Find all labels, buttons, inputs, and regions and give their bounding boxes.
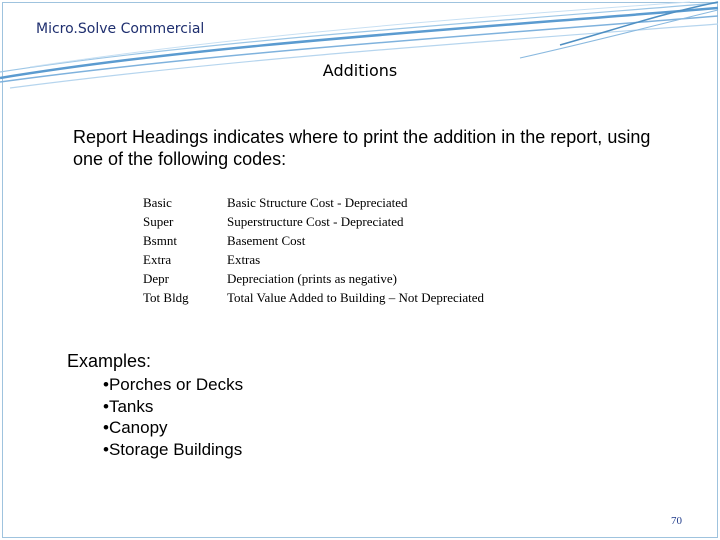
slide-title-text: Additions [322, 61, 398, 80]
example-item: •Canopy [103, 418, 168, 437]
code-row [143, 212, 484, 231]
brand-label: Micro.Solve Commercial [36, 21, 205, 37]
intro-paragraph: Report Headings indicates where to print the addition in the report, using one of the following codes: [73, 127, 651, 169]
example-item: •Storage Buildings [103, 439, 243, 459]
code-row [143, 269, 484, 288]
example-item: •Tanks [103, 396, 154, 416]
code-key: Bsmnt [143, 233, 177, 248]
code-row [143, 288, 484, 307]
code-key: Extra [143, 252, 172, 267]
examples-label: Examples: [67, 351, 152, 371]
swoosh-line [520, 10, 718, 58]
code-description: Depreciation (prints as negative) [227, 271, 398, 286]
code-description: Basic Structure Cost - Depreciated [227, 195, 408, 210]
code-description: Total Value Added to Building – Not Depreciated [227, 290, 484, 305]
code-key: Super [143, 214, 174, 229]
code-description: Basement Cost [227, 233, 306, 248]
code-key: Depr [143, 271, 169, 286]
slide-title [0, 61, 720, 80]
code-row [143, 250, 484, 269]
code-row [143, 231, 484, 250]
page-number: 70 [671, 515, 682, 527]
examples-list [103, 374, 243, 460]
code-row [143, 193, 484, 212]
codes-table [143, 193, 484, 307]
swoosh-line [560, 2, 718, 45]
example-item: •Porches or Decks [103, 375, 244, 394]
code-description: Superstructure Cost - Depreciated [227, 214, 404, 229]
code-key: Tot Bldg [143, 290, 189, 305]
code-description: Extras [227, 252, 261, 267]
code-key: Basic [143, 195, 172, 210]
